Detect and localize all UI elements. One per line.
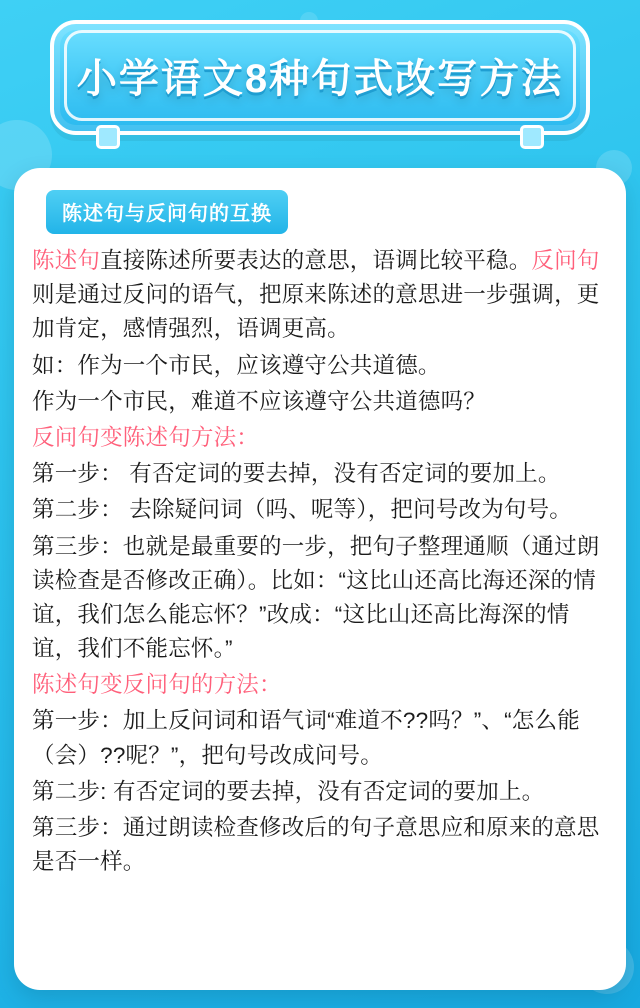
body-text-run: 第三步：通过朗读检查修改后的句子意思应和原来的意思是否一样。: [32, 815, 600, 875]
highlight-text: 陈述句: [32, 248, 101, 273]
plaque-leg-right: [520, 125, 544, 149]
title-inner-frame: [64, 30, 576, 121]
highlight-text: 反问句变陈述句方法：: [32, 424, 260, 450]
content-card: [14, 168, 626, 990]
paragraph-method-a-step1: [32, 457, 608, 491]
body-text-run: 第一步： 有否定词的要去掉，没有否定词的要加上。: [32, 461, 561, 487]
title-plaque: [50, 20, 590, 135]
body-text-run: 如：作为一个市民，应该遵守公共道德。: [32, 352, 441, 378]
body-text-run: 第二步： 去除疑问词（吗、呢等），把问号改为句号。: [32, 497, 573, 523]
body-text-run: 则是通过反问的语气，把原来陈述的意思进一步强调，更加肯定，感情强烈，语调更高。: [32, 282, 600, 342]
body-text-run: 作为一个市民，难道不应该遵守公共道德吗？: [32, 388, 487, 414]
paragraph-example-2: [32, 385, 608, 419]
body-text-run: 第三步：也就是最重要的一步，把句子整理通顺（通过朗读检查是否修改正确）。比如：“这比山还高比海还深的情谊，我们怎么能忘怀？”改成：“这比山还高比海深的情谊，我们不能忘怀。”: [32, 533, 600, 662]
paragraph-method-a-step2: [32, 493, 608, 527]
section-tag: 陈述句与反问句的互换: [46, 190, 288, 234]
paragraph-method-b-step3: [32, 811, 608, 879]
page-title: 小学语文8种句式改写方法: [76, 57, 564, 101]
body-text-run: 第一步：加上反问词和语气词“难道不??吗？”、“怎么能（会）??呢？”，把句号改成问号。: [32, 708, 580, 768]
paragraph-example-1: [32, 349, 608, 383]
paragraph-def: [32, 244, 608, 347]
body-text-run: 第二步: 有否定词的要去掉，没有否定词的要加上。: [32, 778, 545, 804]
paragraph-method-b-step1: [32, 704, 608, 772]
plaque-leg-left: [96, 125, 120, 149]
paragraph-method-b-heading: [32, 668, 608, 702]
article-body: [32, 244, 608, 879]
paragraph-method-a-step3: [32, 530, 608, 667]
paragraph-method-a-heading: [32, 421, 608, 455]
paragraph-method-b-step2: [32, 775, 608, 809]
highlight-text: 反问句: [531, 248, 600, 273]
highlight-text: 陈述句变反问句的方法：: [32, 672, 282, 698]
body-text-run: 直接陈述所要表达的意思，语调比较平稳。: [100, 248, 532, 273]
